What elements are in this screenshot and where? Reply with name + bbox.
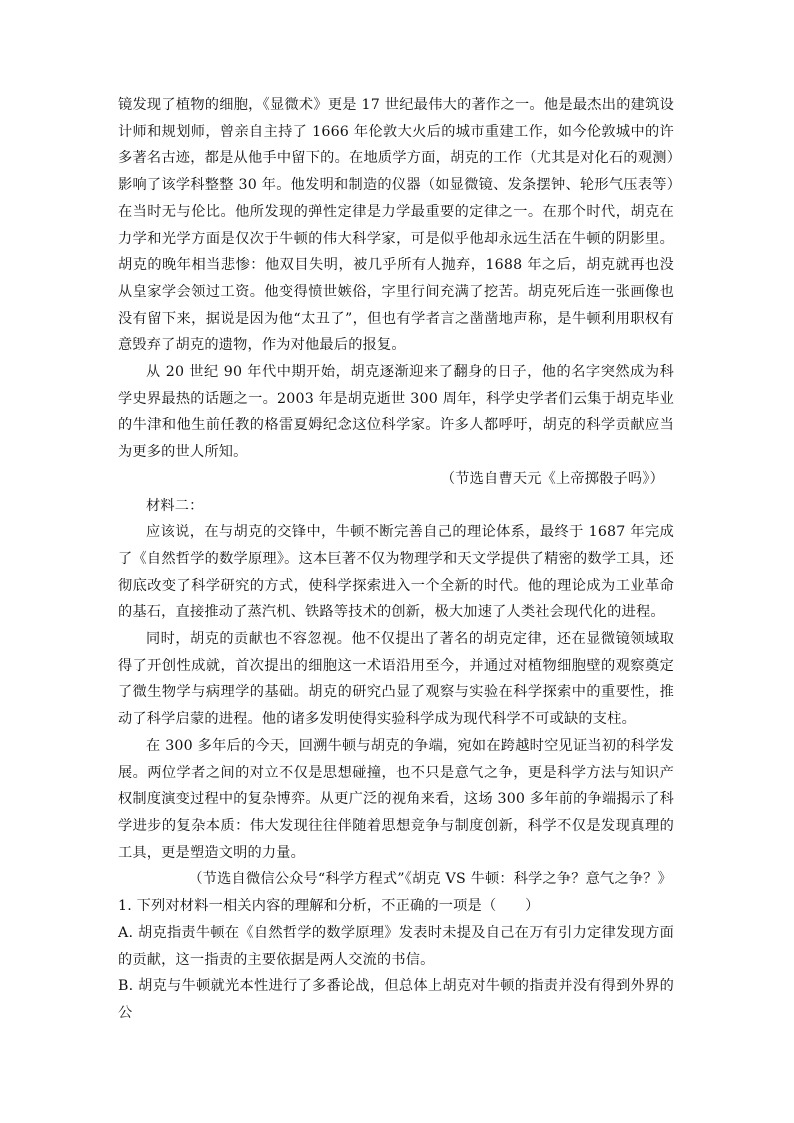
paragraph-3: 应该说，在与胡克的交锋中，牛顿不断完善自己的理论体系，最终于 1687 年完成了《自然哲学的数学原理》。这本巨著不仅为物理学和天文学提供了精密的数学工具，还彻底改变了科学研究的方式，使科学探索进入一个全新的时代。他的理论成为工业革命的基石，直接推动了蒸汽机、铁路等技术的创新，极大加速了人类社会现代化的进程。	[118, 524, 674, 621]
question-1: 1. 下列对材料一相关内容的理解和分析，不正确的一项是（ ）	[118, 898, 540, 915]
document-page	[118, 92, 674, 1027]
option-b: B. 胡克与牛顿就光本性进行了多番论战，但总体上胡克对牛顿的指责并没有得到外界的公	[118, 978, 674, 1021]
source-citation-1: （节选自曹天元《上帝掷骰子吗》）	[440, 470, 664, 487]
paragraph-4: 同时，胡克的贡献也不容忽视。他不仅提出了著名的胡克定律，还在显微镜领域取得了开创性成就，首次提出的细胞这一术语沿用至今，并通过对植物细胞壁的观察奠定了微生物学与病理学的基础。胡克的研究凸显了观察与实验在科学探索中的重要性，推动了科学启蒙的进程。他的诸多发明使得实验科学成为现代科学不可或缺的支柱。	[118, 631, 674, 728]
source-citation-2: （节选自微信公众号“科学方程式”《胡克 VS 牛顿：科学之争？意气之争？》	[188, 871, 672, 888]
paragraph-5: 在 300 多年后的今天，回溯牛顿与胡克的争端，宛如在跨越时空见证当初的科学发展。两位学者之间的对立不仅是思想碰撞，也不只是意气之争，更是科学方法与知识产权制度演变过程中的复杂博弈。从更广泛的视角来看，这场 300 多年前的争端揭示了科学进步的复杂本质：伟大发现往往伴随着思想竞争与制度创新，科学不仅是发现真理的工具，更是塑造文明的力量。	[118, 737, 674, 861]
material-two-label: 材料二：	[146, 497, 204, 514]
paragraph-2: 从 20 世纪 90 年代中期开始，胡克逐渐迎来了翻身的日子，他的名字突然成为科学史界最热的话题之一。2003 年是胡克逝世 300 周年，科学史学者们云集于胡克毕业的牛津和他生前任教的格雷夏姆纪念这位科学家。许多人都呼吁，胡克的科学贡献应当为更多的世人所知。	[118, 364, 674, 461]
paragraph-1: 镜发现了植物的细胞，《显微术》更是 17 世纪最伟大的著作之一。他是最杰出的建筑设计师和规划师，曾亲自主持了 1666 年伦敦大火后的城市重建工作，如今伦敦城中的许多著名古迹，都是从他手中留下的。在地质学方面，胡克的工作（尤其是对化石的观测）影响了该学科整整 30 年。他发明和制造的仪器（如显微镜、发条摆钟、轮形气压表等）在当时无与伦比。他所发现的弹性定律是力学最重要的定律之一。在那个时代，胡克在力学和光学方面是仅次于牛顿的伟大科学家，可是似乎他却永远生活在牛顿的阴影里。胡克的晚年相当悲惨：他双目失明，被几乎所有人抛弃，1688 年之后，胡克就再也没从皇家学会领过工资。他变得愤世嫉俗，字里行间充满了挖苦。胡克死后连一张画像也没有留下来，据说是因为他“太丑了”，但也有学者言之凿凿地声称，是牛顿利用职权有意毁弃了胡克的遗物，作为对他最后的报复。	[118, 97, 674, 354]
option-a: A. 胡克指责牛顿在《自然哲学的数学原理》发表时未提及自己在万有引力定律发现方面的贡献，这一指责的主要依据是两人交流的书信。	[118, 924, 674, 968]
